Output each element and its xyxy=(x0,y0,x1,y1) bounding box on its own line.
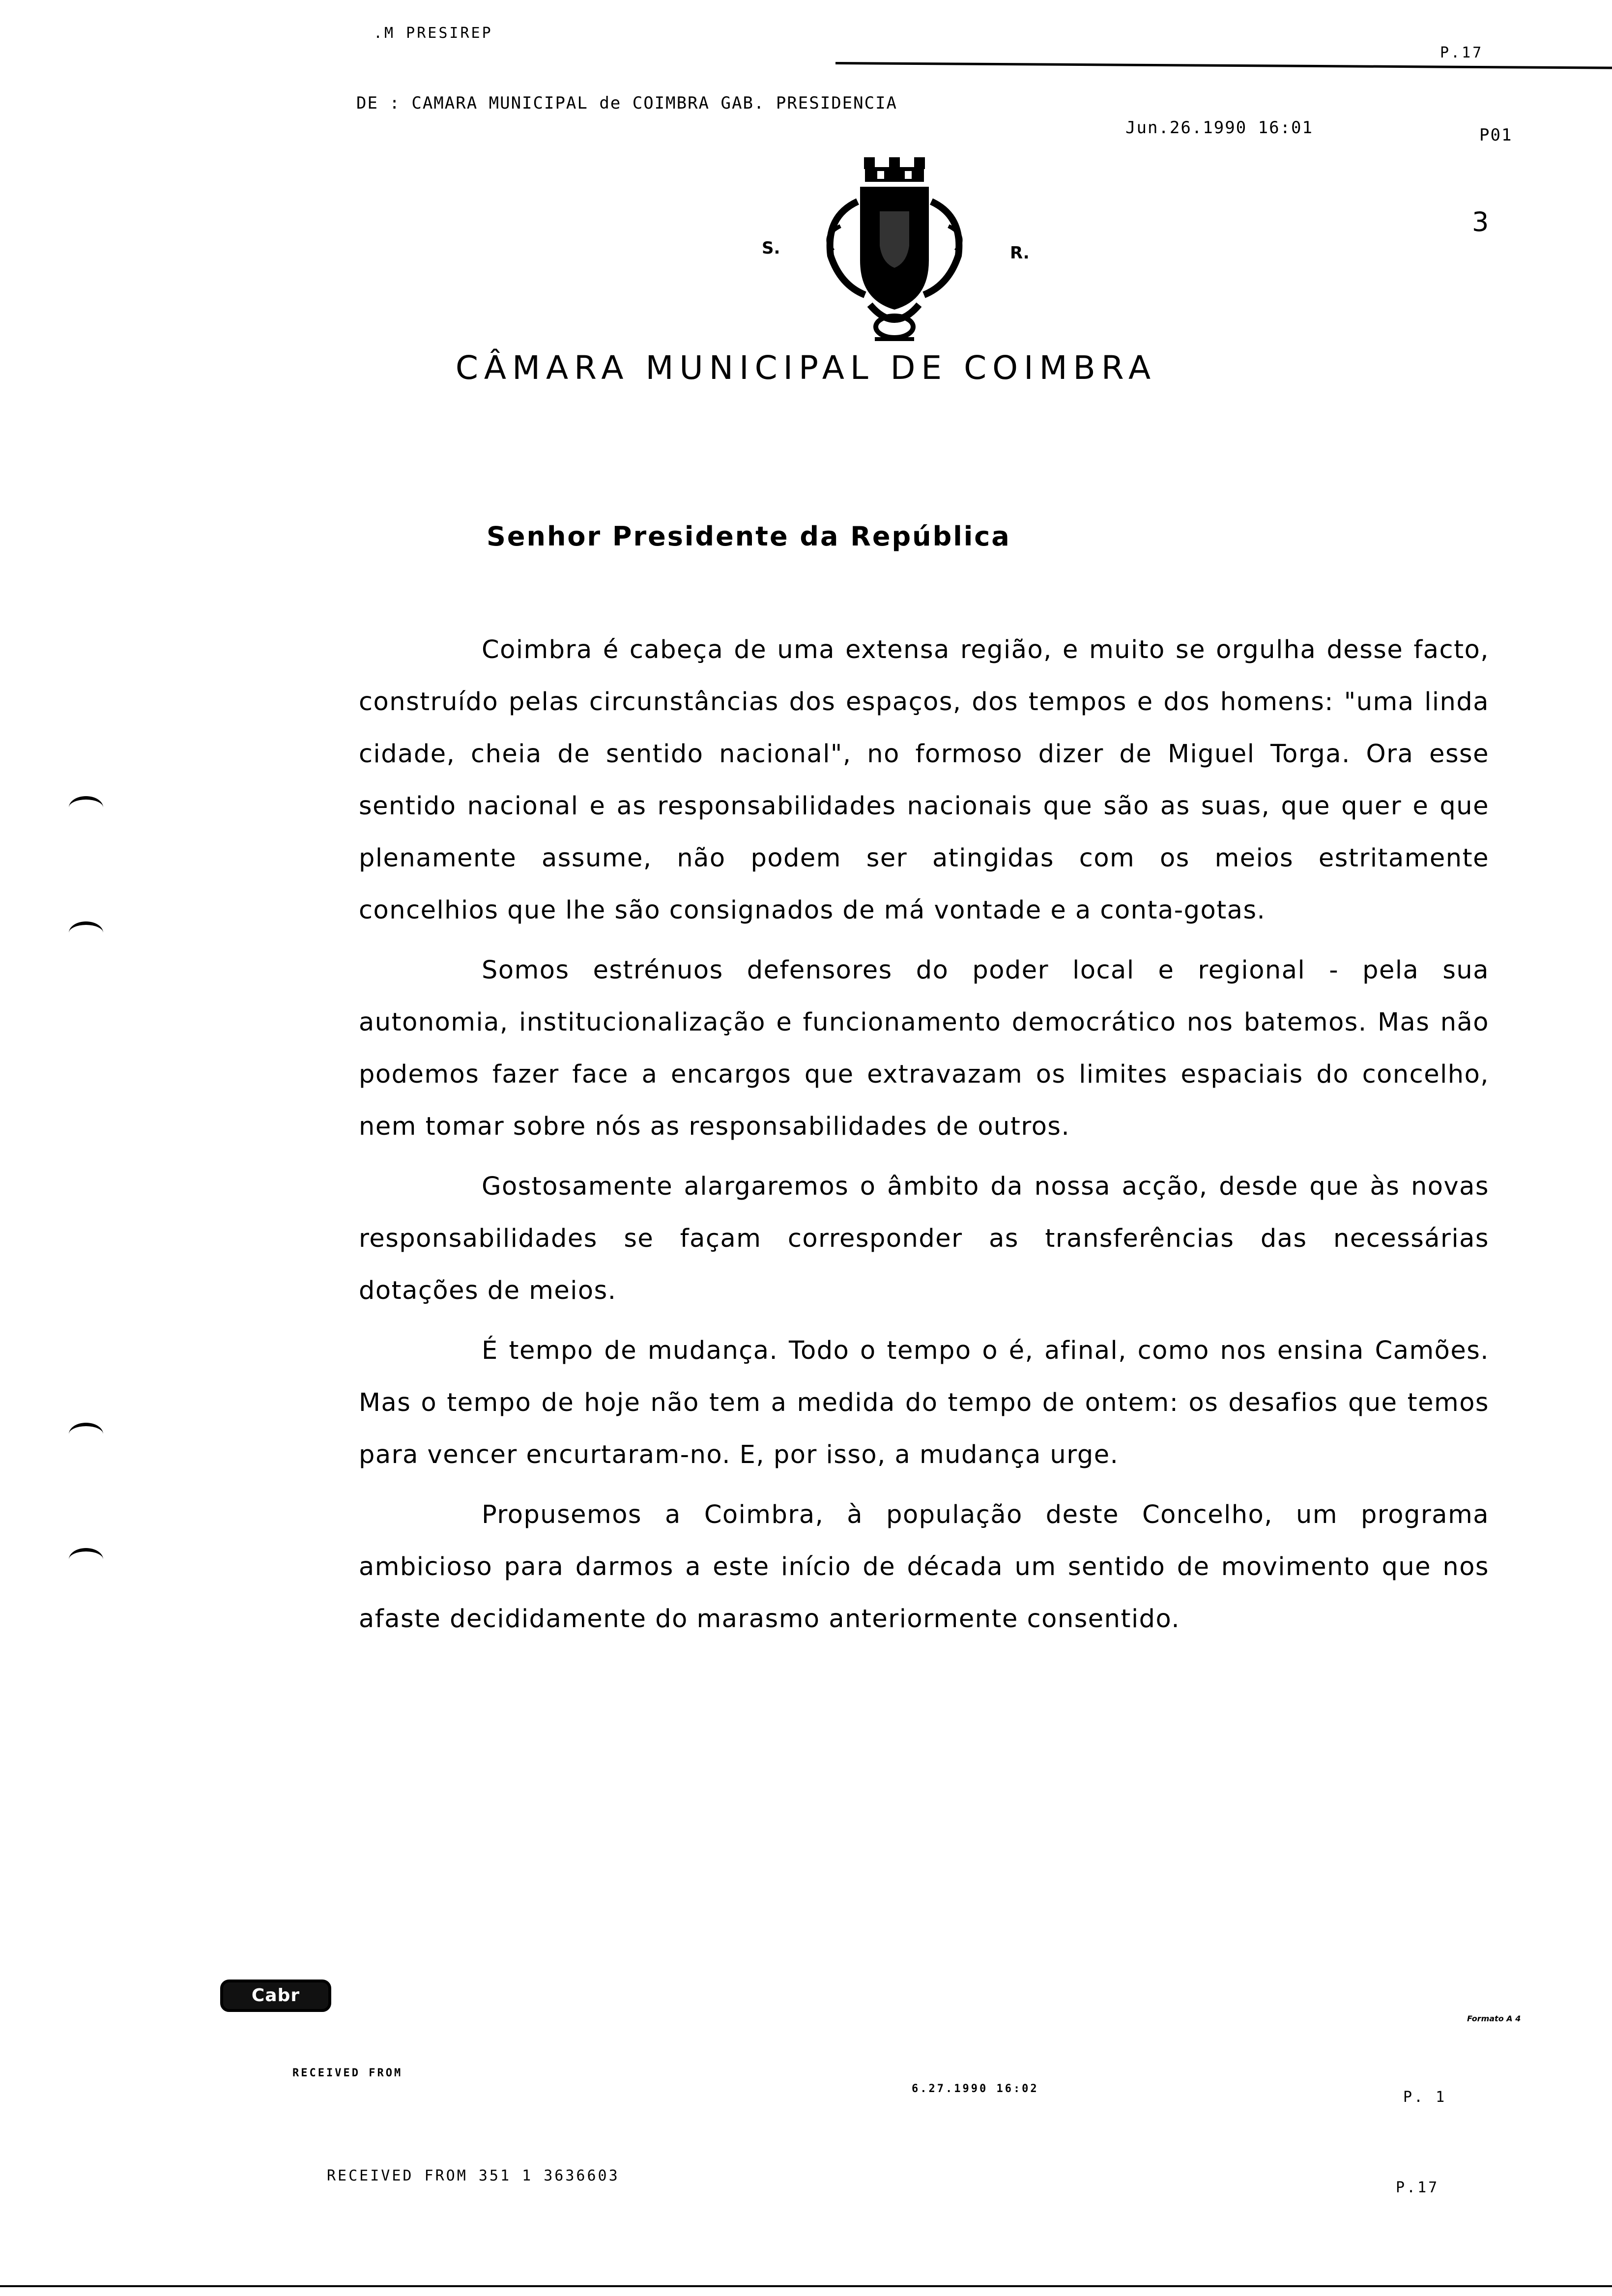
letter-body xyxy=(359,624,1489,1653)
margin-mark xyxy=(69,921,103,945)
body-paragraph: Propusemos a Coimbra, à população deste Concelho, um programa ambicioso para darmos a este início de década um sentido de movimento que nos afaste decididamente do marasmo anteriormente consentido. xyxy=(359,1500,1489,1634)
salutation: Senhor Presidente da República xyxy=(487,521,1011,552)
fax-header-rule xyxy=(835,62,1612,69)
margin-mark xyxy=(69,796,103,819)
fax-page-top: P.17 xyxy=(1440,44,1484,61)
fax-sender-id: .M PRESIREP xyxy=(374,25,493,42)
received-from-number: RECEIVED FROM 351 1 3636603 xyxy=(327,2167,620,2184)
fax-page-code: P01 xyxy=(1479,125,1513,145)
body-paragraph: Gostosamente alargaremos o âmbito da nossa acção, desde que às novas responsabilidades se façam corresponder as transferências das necessárias dotações de meios. xyxy=(359,1172,1489,1305)
margin-mark xyxy=(69,1423,103,1446)
received-from-page-2: P.17 xyxy=(1396,2179,1439,2196)
received-from-label: RECEIVED FROM xyxy=(292,2067,403,2079)
coat-of-arms-icon xyxy=(806,157,983,349)
body-paragraph: É tempo de mudança. Todo o tempo o é, afinal, como nos ensina Camões. Mas o tempo de hoje não tem a medida do tempo de ontem: os desafios que temos para vencer encurtaram-no. E, por isso, a mudança urge. xyxy=(359,1336,1489,1469)
organization-name: CÂMARA MUNICIPAL DE COIMBRA xyxy=(455,349,1157,387)
fax-from-line: DE : CAMARA MUNICIPAL de COIMBRA GAB. PRESIDENCIA xyxy=(356,93,898,113)
body-paragraph: Coimbra é cabeça de uma extensa região, e muito se orgulha desse facto, construído pelas circunstâncias dos espaços, dos tempos e dos homens: "uma linda cidade, cheia de sentido nacional", no formoso dizer de Miguel Torga. Ora esse sentido nacional e as responsabilidades nacionais que são as suas, que quer e que plenamente assume, não podem ser atingidas com os meios estritamente concelhios que lhe são consignados de má vontade e a conta-gotas. xyxy=(359,635,1489,925)
margin-mark xyxy=(69,1548,103,1571)
crest-letter-left: S. xyxy=(762,238,780,258)
fax-timestamp: Jun.26.1990 16:01 xyxy=(1125,118,1313,138)
bottom-rule xyxy=(0,2285,1612,2287)
form-code: Formato A 4 xyxy=(1467,2014,1521,2023)
office-stamp: Cabr xyxy=(220,1980,331,2012)
crest-letter-right: R. xyxy=(1010,243,1030,263)
page-number: 3 xyxy=(1472,206,1489,237)
received-from-page: P. 1 xyxy=(1403,2089,1447,2106)
body-paragraph: Somos estrénuos defensores do poder local e regional - pela sua autonomia, institucionalização e funcionamento democrático nos batemos. Mas não podemos fazer face a encargos que extravazam os limites espaciais do concelho, nem tomar sobre nós as responsabilidades de outros. xyxy=(359,956,1489,1141)
received-from-time: 6.27.1990 16:02 xyxy=(912,2083,1039,2095)
